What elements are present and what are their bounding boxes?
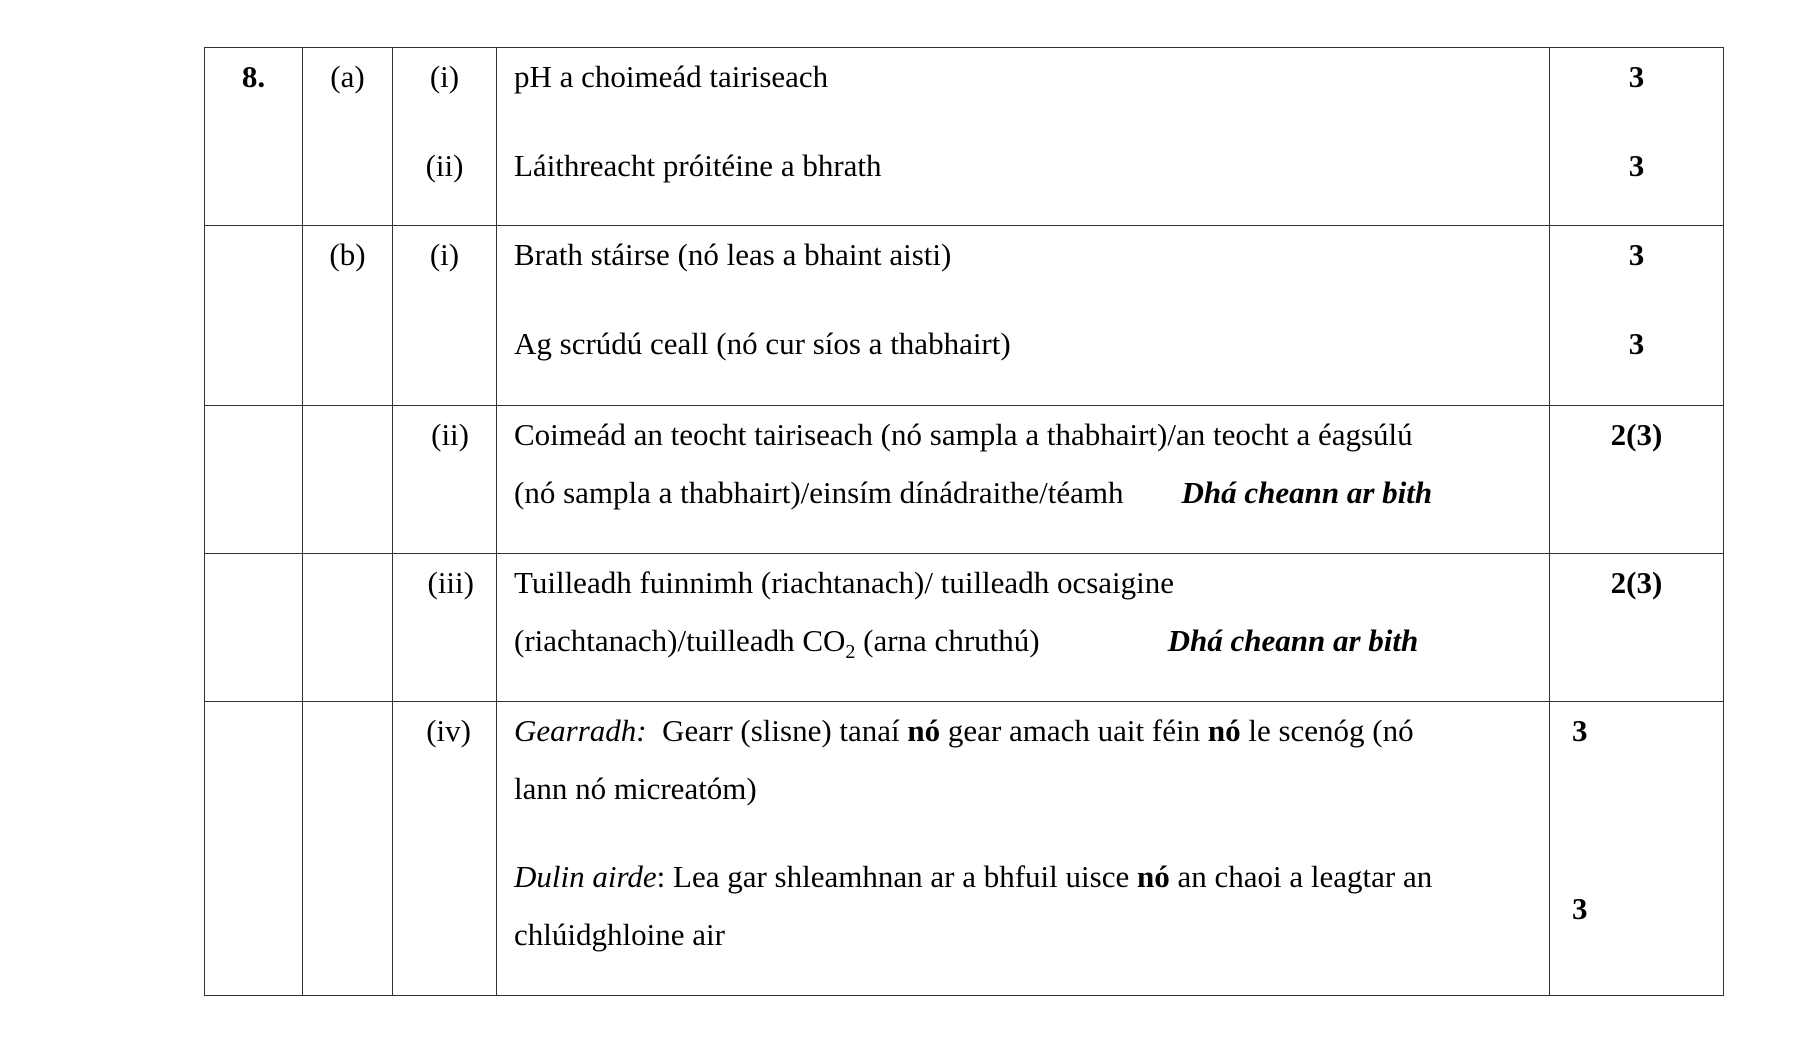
mark-value: 3 bbox=[1628, 237, 1645, 272]
answer-text: Tuilleadh fuinnimh (riachtanach)/ tuilleadh ocsaigine bbox=[514, 565, 1175, 600]
row-8b-iv bbox=[205, 702, 1724, 996]
mark-value: 3 bbox=[1572, 891, 1588, 926]
part-label: (a) bbox=[303, 48, 393, 226]
empty-cell bbox=[205, 406, 303, 554]
answer-text: Coimeád an teocht tairiseach (nó sampla a thabhairt)/an teocht a éagsúlú bbox=[514, 417, 1413, 452]
answer-text: (arna chruthú) bbox=[855, 623, 1040, 658]
subpart-label: (ii) bbox=[425, 148, 464, 183]
empty-cell bbox=[303, 406, 393, 554]
row-8b-i bbox=[205, 226, 1724, 406]
marking-scheme-table bbox=[204, 47, 1724, 996]
mark-value: 3 bbox=[1628, 148, 1645, 183]
answer-item-cutting bbox=[514, 702, 1539, 760]
answer-text: (riachtanach)/tuilleadh CO bbox=[514, 623, 846, 658]
row-8a bbox=[205, 48, 1724, 226]
empty-cell bbox=[205, 226, 303, 406]
answer-text-line2 bbox=[514, 612, 1539, 670]
empty-cell bbox=[303, 554, 393, 702]
answer-cell bbox=[497, 226, 1550, 406]
part-label: (b) bbox=[303, 226, 393, 406]
subpart-label: (ii) bbox=[393, 406, 497, 554]
answer-text-line2 bbox=[514, 464, 1539, 522]
answer-text: : Lea gar shleamhnan ar a bhfuil uisce bbox=[656, 859, 1137, 894]
mark-value: 2(3) bbox=[1550, 406, 1724, 554]
mark-value: 3 bbox=[1572, 713, 1588, 748]
empty-cell bbox=[205, 554, 303, 702]
emphasis-or: nó bbox=[907, 713, 941, 748]
mark-value: 3 bbox=[1628, 326, 1645, 361]
answer-text: lann nó micreatóm) bbox=[514, 771, 757, 806]
empty-cell bbox=[303, 702, 393, 996]
marks-cell bbox=[1550, 702, 1724, 996]
row-8b-ii bbox=[205, 406, 1724, 554]
answer-text: an chaoi a leagtar an bbox=[1169, 859, 1433, 894]
answer-cell bbox=[497, 48, 1550, 226]
marks-cell bbox=[1550, 226, 1724, 406]
subpart-label: (iv) bbox=[393, 702, 497, 996]
subpart-label: (i) bbox=[393, 226, 497, 406]
subpart-label: (iii) bbox=[393, 554, 497, 702]
subpart-label: (i) bbox=[429, 59, 460, 94]
emphasis-or: nó bbox=[1207, 713, 1241, 748]
answer-text: pH a choimeád tairiseach bbox=[514, 59, 829, 94]
empty-cell bbox=[205, 702, 303, 996]
answer-text: (nó sampla a thabhairt)/einsím dínádraithe/téamh bbox=[514, 475, 1124, 510]
any-two-note: Dhá cheann ar bith bbox=[1167, 623, 1419, 658]
item-label: Gearradh: bbox=[514, 713, 647, 748]
answer-cell bbox=[497, 702, 1550, 996]
answer-cell bbox=[497, 406, 1550, 554]
answer-text: chlúidghloine air bbox=[514, 917, 725, 952]
answer-item-mounting bbox=[514, 848, 1539, 906]
answer-text: Brath stáirse (nó leas a bhaint aisti) bbox=[514, 237, 952, 272]
answer-text: Gearr (slisne) tanaí bbox=[646, 713, 908, 748]
marks-cell bbox=[1550, 48, 1724, 226]
answer-text: gear amach uait féin bbox=[940, 713, 1208, 748]
answer-text: le scenóg (nó bbox=[1240, 713, 1414, 748]
question-number: 8. bbox=[205, 48, 303, 226]
any-two-note: Dhá cheann ar bith bbox=[1181, 475, 1433, 510]
answer-text: Ag scrúdú ceall (nó cur síos a thabhairt) bbox=[514, 326, 1011, 361]
subpart-labels bbox=[393, 48, 497, 226]
emphasis-or: nó bbox=[1136, 859, 1170, 894]
mark-value: 3 bbox=[1628, 59, 1645, 94]
item-label: Dulin airde bbox=[514, 859, 657, 894]
answer-cell bbox=[497, 554, 1550, 702]
answer-text: Láithreacht próitéine a bhrath bbox=[514, 148, 882, 183]
subscript: 2 bbox=[845, 641, 856, 664]
mark-value: 2(3) bbox=[1550, 554, 1724, 702]
row-8b-iii bbox=[205, 554, 1724, 702]
